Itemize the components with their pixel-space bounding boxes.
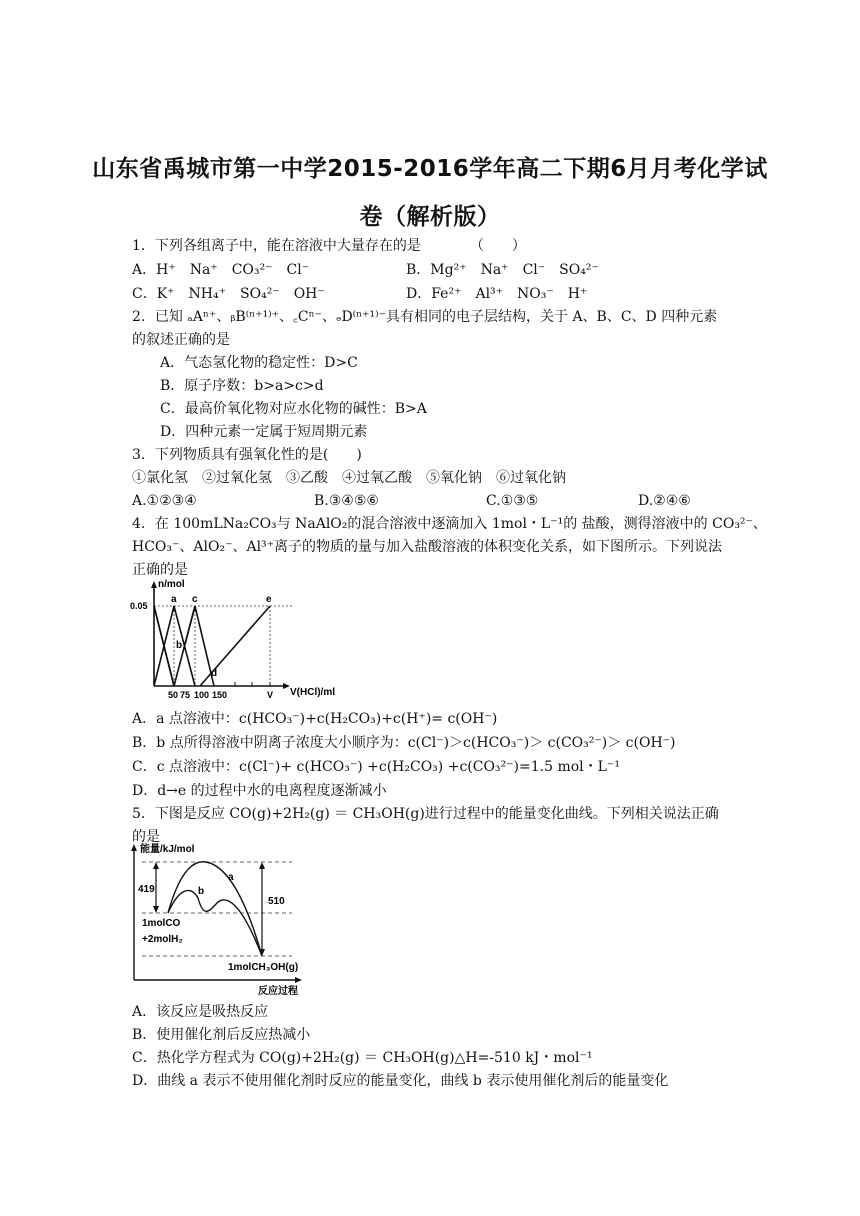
q5-option-b: B．使用催化剂后反应热减小	[132, 1027, 311, 1043]
exam-title-line2: 卷（解析版）	[359, 204, 501, 230]
q4-stem-line3: 正确的是	[132, 562, 188, 578]
q4-point-a: a	[171, 594, 177, 605]
exam-title-line1: 山东省禹城市第一中学2015-2016学年高二下期6月月考化学试	[92, 156, 768, 182]
q4-y-tick-005: 0.05	[130, 601, 148, 611]
q5-curve-b	[168, 891, 262, 956]
q3-items: ①氯化氢 ②过氧化氢 ③乙酸 ④过氧乙酸 ⑤氧化钠 ⑥过氧化钠	[132, 470, 566, 486]
q5-option-a: A．该反应是吸热反应	[132, 1004, 269, 1020]
q4-x-tick-v: V	[267, 690, 274, 700]
q4-y-axis-arrow	[151, 581, 157, 588]
q4-option-a: A．a 点溶液中：c(HCO₃⁻)+c(H₂CO₃)+c(H⁺)= c(OH⁻)	[132, 711, 498, 727]
q2-stem-line1: 2．已知 ₐAⁿ⁺、ᵦB⁽ⁿ⁺¹⁾⁺、꜀Cⁿ⁻、ₔD⁽ⁿ⁺¹⁾⁻具有相同的电子层结构，关于 A、B、C、D 四种元素	[132, 309, 718, 325]
q5-x-label: 反应过程	[258, 986, 298, 997]
q4-option-b: B．b 点所得溶液中阴离子浓度大小顺序为：c(Cl⁻)＞c(HCO₃⁻)＞ c(CO₃²⁻)＞ c(OH⁻)	[132, 735, 676, 751]
q4-x-label: V(HCl)/ml	[290, 687, 335, 698]
q2-stem-line2: 的叙述正确的是	[132, 332, 230, 348]
q1-option-d: D．Fe²⁺ Al³⁺ NO₃⁻ H⁺	[406, 286, 588, 302]
q5-value-510: 510	[268, 896, 285, 907]
q5-stem-line2: 的是	[132, 829, 160, 845]
q5-arrow-419-head-up	[153, 862, 159, 869]
q4-option-d: D．d→e 的过程中水的电离程度逐渐减小	[132, 783, 387, 799]
q2-option-a: A．气态氢化物的稳定性：D>C	[160, 355, 358, 371]
q4-graph	[130, 578, 370, 702]
q4-point-d: d	[211, 668, 218, 679]
q5-curve-b-label: b	[198, 886, 205, 897]
q4-stem-line2: HCO₃⁻、AlO₂⁻、Al³⁺离子的物质的量与加入盐酸溶液的体积变化关系，如下图所示。下列说法	[132, 539, 723, 555]
q3-stem: 3．下列物质具有强氧化性的是( )	[132, 447, 362, 463]
q5-stem-line1: 5．下图是反应 CO(g)+2H₂(g) ＝ CH₃OH(g)进行过程中的能量变化曲线。下列相关说法正确	[132, 806, 719, 822]
q4-curve-co3-b	[154, 606, 195, 686]
q4-figure	[130, 578, 370, 706]
q4-stem-line1: 4．在 100mLNa₂CO₃与 NaAlO₂的混合溶液中逐滴加入 1mol・L⁻¹的 盐酸，测得溶液中的 CO₃²⁻、	[132, 516, 767, 532]
q4-curve-alo2-b	[184, 606, 195, 648]
q5-y-axis-arrow	[131, 844, 137, 851]
q4-point-c: c	[192, 594, 198, 605]
q4-option-c: C．c 点溶液中：c(Cl⁻)+ c(HCO₃⁻) +c(H₂CO₃) +c(CO₃²⁻)=1.5 mol・L⁻¹	[132, 759, 620, 775]
q5-y-label: 能量/kJ/mol	[140, 844, 195, 855]
q2-option-d: D．四种元素一定属于短周期元素	[160, 424, 368, 440]
q5-arrow-419-head-down	[153, 906, 159, 913]
q1-stem: 1．下列各组离子中，能在溶液中大量存在的是 （ ）	[132, 238, 526, 254]
q5-option-c: C．热化学方程式为 CO(g)+2H₂(g) ＝ CH₃OH(g)△H=-510 kJ・mol⁻¹	[132, 1050, 593, 1066]
q5-figure	[128, 840, 318, 1002]
q5-arrow-510-head-up	[259, 862, 265, 869]
q3-option-d: D.②④⑥	[638, 493, 691, 509]
q4-x-tick-75: 75	[180, 690, 191, 700]
q4-x-tick-50: 50	[168, 690, 179, 700]
q4-x-tick-150: 150	[212, 690, 228, 700]
q4-x-tick-100: 100	[194, 690, 210, 700]
q2-option-c: C．最高价氧化物对应水化物的碱性：B>A	[160, 401, 427, 417]
q5-curve-a-label: a	[228, 872, 234, 883]
q3-option-a: A.①②③④	[132, 493, 197, 509]
q5-product: 1molCH₃OH(g)	[228, 962, 299, 973]
q3-option-b: B.③④⑤⑥	[314, 493, 379, 509]
q5-reactant-co: 1molCO	[142, 918, 181, 929]
q3-option-c: C.①③⑤	[486, 493, 539, 509]
q1-option-a: A．H⁺ Na⁺ CO₃²⁻ Cl⁻	[132, 262, 310, 278]
q2-option-b: B．原子序数：b>a>c>d	[160, 378, 324, 394]
q4-point-b: b	[176, 640, 183, 651]
q5-value-419: 419	[138, 884, 155, 895]
q5-reactant-h2: +2molH₂	[142, 934, 183, 945]
q5-option-d: D．曲线 a 表示不使用催化剂时反应的能量变化，曲线 b 表示使用催化剂后的能量变化	[132, 1073, 669, 1089]
q5-x-axis-arrow	[295, 977, 302, 983]
q4-x-axis-arrow	[283, 683, 290, 689]
q1-option-b: B．Mg²⁺ Na⁺ Cl⁻ SO₄²⁻	[406, 262, 599, 278]
q4-point-e: e	[266, 594, 272, 605]
q5-energy-diagram	[128, 840, 318, 998]
q4-y-label: n/mol	[158, 579, 185, 590]
q1-option-c: C．K⁺ NH₄⁺ SO₄²⁻ OH⁻	[132, 286, 325, 302]
